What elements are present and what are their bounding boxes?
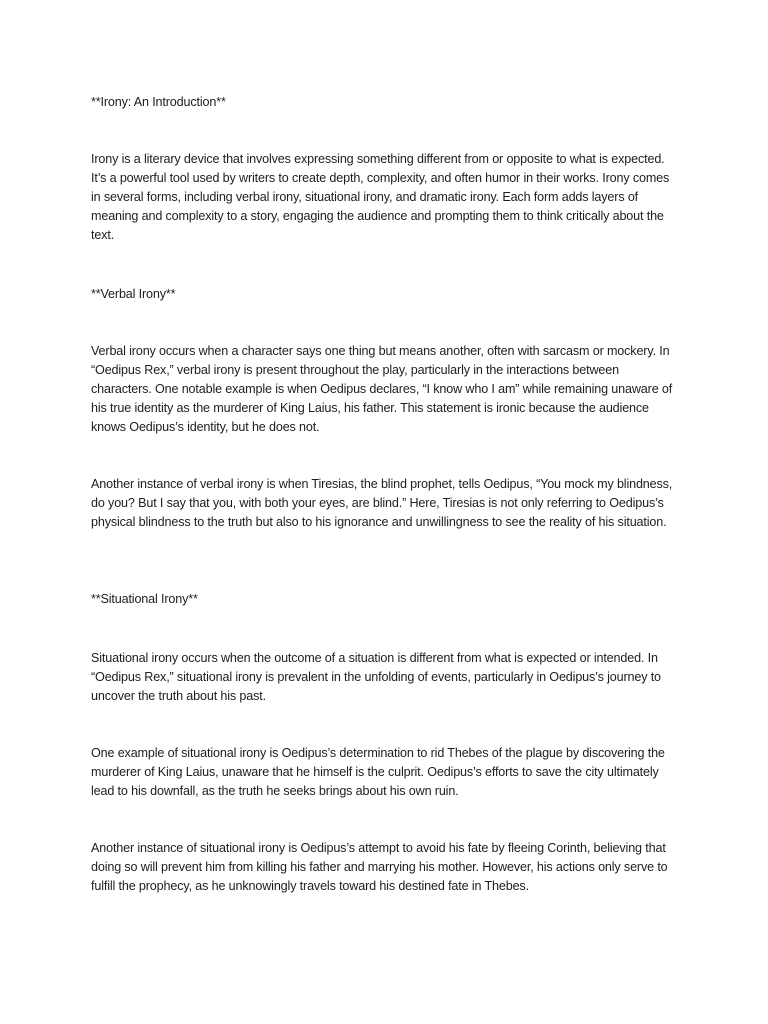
- paragraph-situational-irony-definition: Situational irony occurs when the outcome of a situation is different from what is expected or intended. In “Oedipus Rex,” situational irony is prevalent in the unfolding of events, particularly in Oedipus’s journey to uncover the truth about his past.: [91, 651, 661, 703]
- paragraph-situational-irony-corinth: Another instance of situational irony is Oedipus’s attempt to avoid his fate by fleeing Corinth, believing that doing so will prevent him from killing his father and marrying his mother. However, his actions only serve to fulfill the prophecy, as he unknowingly travels toward his destined fate in Thebes.: [91, 841, 668, 893]
- heading-verbal-irony: **Verbal Irony**: [91, 287, 176, 301]
- heading-irony-introduction: **Irony: An Introduction**: [91, 95, 226, 109]
- paragraph-situational-irony-plague: One example of situational irony is Oedipus’s determination to rid Thebes of the plague by discovering the murderer of King Laius, unaware that he himself is the culprit. Oedipus’s efforts to save the city ultimately lead to his downfall, as the truth he seeks brings about his own ruin.: [91, 746, 665, 798]
- paragraph-verbal-irony-definition: Verbal irony occurs when a character says one thing but means another, often with sarcasm or mockery. In “Oedipus Rex,” verbal irony is present throughout the play, particularly in the interactions between characters. One notable example is when Oedipus declares, “I know who I am” while remaining unaware of his true identity as the murderer of King Laius, his father. This statement is ironic because the audience knows Oedipus’s identity, but he does not.: [91, 344, 673, 434]
- heading-situational-irony: **Situational Irony**: [91, 592, 198, 606]
- paragraph-verbal-irony-tiresias: Another instance of verbal irony is when Tiresias, the blind prophet, tells Oedipus, “You mock my blindness, do you? But I say that you, with both your eyes, are blind.” Here, Tiresias is not only referring to Oedipus’s physical blindness to the truth but also to his ignorance and unwillingness to see the reality of his situation.: [91, 477, 673, 529]
- paragraph-irony-definition: Irony is a literary device that involves expressing something different from or opposite to what is expected. It’s a powerful tool used by writers to create depth, complexity, and often humor in their works. Irony comes in several forms, including verbal irony, situational irony, and dramatic irony. Each form adds layers of meaning and complexity to a story, engaging the audience and prompting them to think critically about the text.: [91, 152, 670, 242]
